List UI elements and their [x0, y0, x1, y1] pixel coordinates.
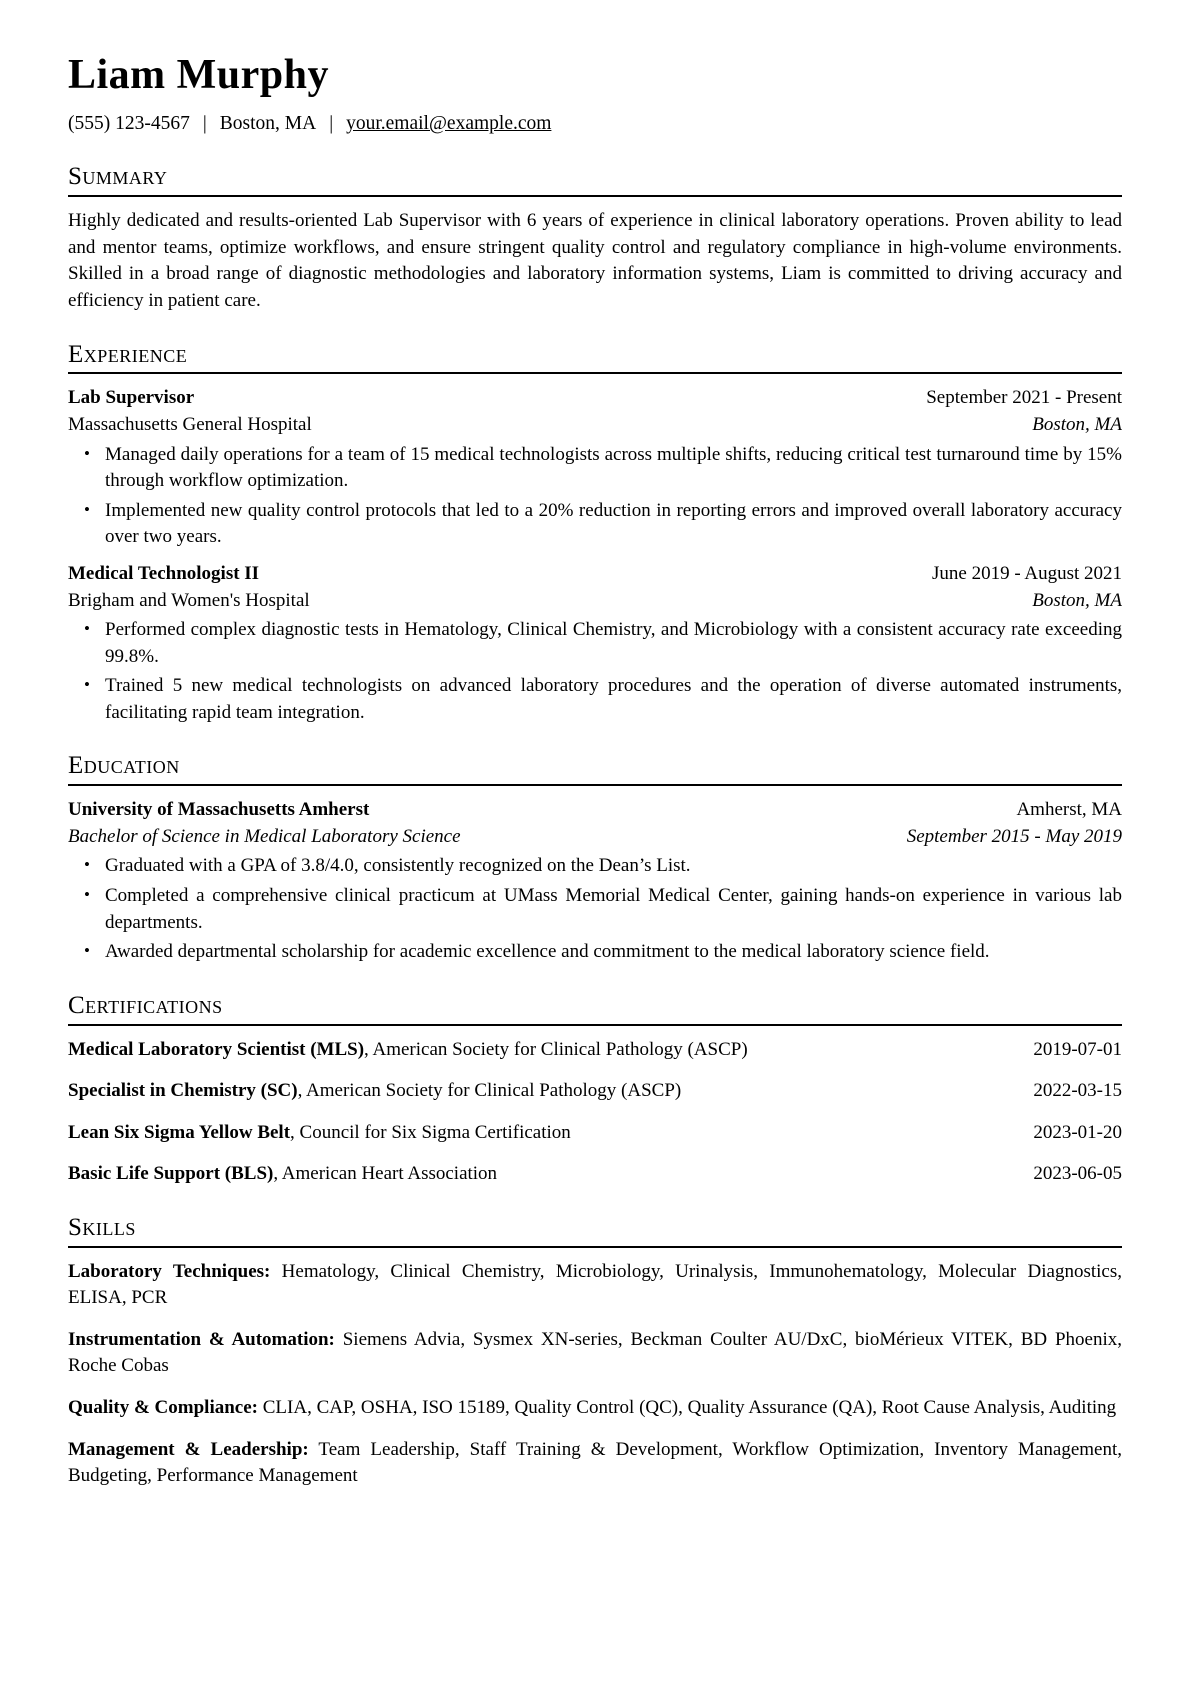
certification-date: 2023-06-05: [1033, 1163, 1122, 1185]
job-location: Boston, MA: [1032, 589, 1122, 611]
skill-items: Siemens Advia, Sysmex XN-series, Beckman Coulter AU/DxC, bioMérieux VITEK, BD Phoenix, Roche Cobas: [68, 1328, 1122, 1377]
location-text: Boston, MA: [219, 113, 317, 135]
certification-row: [68, 1120, 1122, 1147]
bullet-icon: •: [84, 885, 90, 905]
bullet-text: Implemented new quality control protocols that led to a 20% reduction in reporting errors and improved overall laboratory accuracy over two years.: [105, 499, 1122, 548]
certification-issuer: , Council for Six Sigma Certification: [290, 1121, 571, 1143]
degree-name: Bachelor of Science in Medical Laboratory Science: [68, 825, 461, 847]
bullet-item: [84, 498, 1122, 551]
skill-items: Hematology, Clinical Chemistry, Microbiology, Urinalysis, Immunohematology, Molecular Diagnostics, ELISA, PCR: [68, 1260, 1123, 1309]
education-heading: Education: [68, 752, 1122, 786]
certifications-heading: Certifications: [68, 992, 1122, 1026]
skill-items: CLIA, CAP, OSHA, ISO 15189, Quality Control (QC), Quality Assurance (QA), Root Cause Analysis, Auditing: [258, 1397, 1117, 1419]
job-location: Boston, MA: [1032, 413, 1122, 435]
contact-line: [68, 110, 1122, 137]
job-dates: September 2021 - Present: [926, 387, 1122, 409]
job-title: Medical Technologist II: [68, 562, 260, 584]
certification-date: 2019-07-01: [1033, 1038, 1122, 1060]
bullet-item: [84, 939, 1122, 966]
skill-group: [68, 1327, 1122, 1380]
job-bullet-list: [68, 442, 1122, 551]
email-link[interactable]: your.email@example.com: [346, 113, 552, 135]
section-education: [68, 752, 1122, 965]
skill-category-label: Laboratory Techniques:: [68, 1260, 271, 1282]
bullet-icon: •: [84, 855, 90, 875]
bullet-icon: •: [84, 443, 90, 463]
candidate-name: Liam Murphy: [68, 52, 330, 98]
education-bullet-list: [68, 853, 1122, 965]
bullet-text: Completed a comprehensive clinical practicum at UMass Memorial Medical Center, gaining hands-on experience in various lab departments.: [105, 885, 1122, 933]
summary-heading: Summary: [68, 163, 1122, 197]
job-bullet-list: [68, 617, 1122, 726]
bullet-icon: •: [84, 619, 90, 639]
experience-heading: Experience: [68, 341, 1122, 375]
certification-text: [68, 1161, 497, 1188]
skills-heading: Skills: [68, 1214, 1122, 1248]
skill-category-label: Quality & Compliance:: [68, 1397, 258, 1419]
summary-text: Highly dedicated and results-oriented Lab Supervisor with 6 years of experience in clinical laboratory operations. Proven ability to lead and mentor teams, optimize workflows, and ensure stringent quality control and regulatory compliance in high-volume environments. Skilled in a broad range of diagnostic methodologies and laboratory information systems, Liam is committed to driving accuracy and efficiency in patient care.: [68, 210, 1122, 312]
skill-group: [68, 1437, 1122, 1490]
bullet-icon: •: [84, 675, 90, 695]
section-certifications: [68, 992, 1122, 1188]
bullet-icon: •: [84, 499, 90, 519]
section-summary: [68, 163, 1122, 314]
bullet-item: [84, 617, 1122, 670]
skill-category-label: Instrumentation & Automation:: [68, 1328, 335, 1350]
skill-group: [68, 1259, 1122, 1312]
bullet-text: Graduated with a GPA of 3.8/4.0, consistently recognized on the Dean’s List.: [105, 855, 691, 877]
bullet-item: [84, 853, 1122, 880]
certification-issuer: , American Heart Association: [273, 1163, 498, 1185]
institution-location: Amherst, MA: [1016, 799, 1122, 821]
skill-category-label: Management & Leadership:: [68, 1438, 309, 1460]
bullet-item: [84, 673, 1122, 726]
certification-name: Basic Life Support (BLS): [68, 1163, 274, 1185]
certification-row: [68, 1161, 1122, 1188]
certification-name: Lean Six Sigma Yellow Belt: [68, 1121, 291, 1143]
certification-row: [68, 1078, 1122, 1105]
experience-entry: [68, 385, 1122, 551]
section-experience: [68, 341, 1122, 727]
bullet-item: [84, 883, 1122, 936]
bullet-text: Trained 5 new medical technologists on advanced laboratory procedures and the operation of diverse automated instruments, facilitating rapid team integration.: [105, 675, 1122, 723]
certification-text: [68, 1120, 571, 1147]
job-title: Lab Supervisor: [68, 387, 195, 409]
institution-name: University of Massachusetts Amherst: [68, 799, 370, 821]
skill-items: Team Leadership, Staff Training & Development, Workflow Optimization, Inventory Management, Budgeting, Performance Management: [68, 1438, 1122, 1487]
section-skills: [68, 1214, 1122, 1490]
certification-date: 2022-03-15: [1033, 1080, 1122, 1102]
contact-separator: |: [329, 113, 334, 135]
job-dates: June 2019 - August 2021: [932, 562, 1122, 584]
certification-row: [68, 1037, 1122, 1064]
experience-entry: [68, 561, 1122, 727]
certification-date: 2023-01-20: [1033, 1121, 1122, 1143]
certification-name: Specialist in Chemistry (SC): [68, 1080, 298, 1102]
certification-issuer: , American Society for Clinical Pathology (ASCP): [297, 1080, 682, 1102]
certification-issuer: , American Society for Clinical Pathology (ASCP): [364, 1038, 748, 1060]
skill-group: [68, 1395, 1122, 1422]
job-organization: Massachusetts General Hospital: [68, 413, 312, 435]
education-entry: [68, 797, 1122, 966]
phone-number: (555) 123-4567: [68, 113, 190, 135]
bullet-text: Awarded departmental scholarship for academic excellence and commitment to the medical laboratory science field.: [105, 941, 990, 963]
certification-name: Medical Laboratory Scientist (MLS): [68, 1038, 365, 1060]
contact-separator: |: [202, 113, 207, 135]
education-dates: September 2015 - May 2019: [906, 825, 1122, 847]
bullet-item: [84, 442, 1122, 495]
bullet-icon: •: [84, 941, 90, 961]
bullet-text: Managed daily operations for a team of 15 medical technologists across multiple shifts, reducing critical test turnaround time by 15% through workflow optimization.: [105, 443, 1122, 492]
bullet-text: Performed complex diagnostic tests in Hematology, Clinical Chemistry, and Microbiology with a consistent accuracy rate exceeding 99.8%.: [105, 619, 1122, 667]
job-organization: Brigham and Women's Hospital: [68, 589, 310, 611]
certification-text: [68, 1037, 748, 1064]
certification-text: [68, 1078, 681, 1105]
